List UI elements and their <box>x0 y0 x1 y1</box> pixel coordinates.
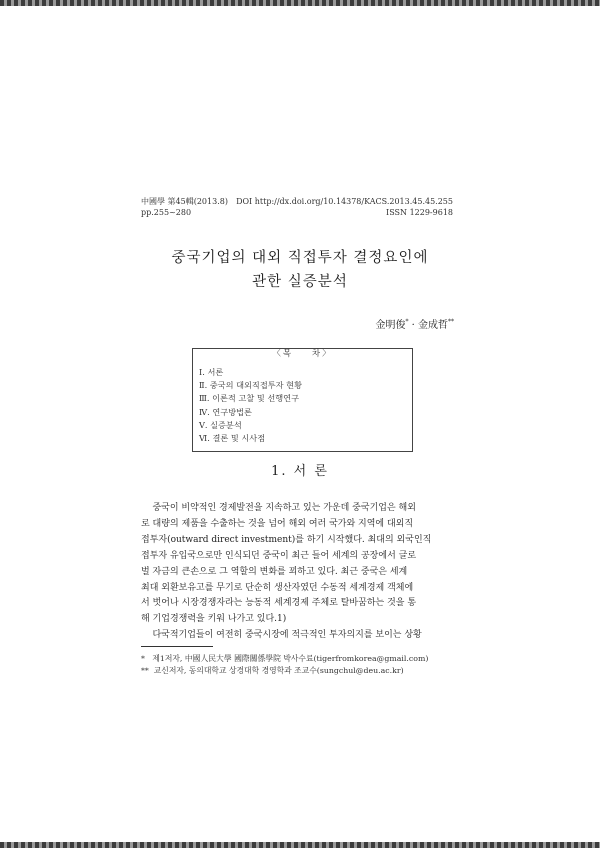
title-line-1: 중국기업의 대외 직접투자 결정요인에 <box>171 250 429 266</box>
body-line: 다국적기업들이 여전히 중국시장에 적극적인 투자의지를 보이는 상황 <box>141 630 422 641</box>
title-line-2: 관한 실증분석 <box>252 274 348 290</box>
paper-title <box>0 246 600 294</box>
body-line: 중국이 비약적인 경제발전을 지속하고 있는 가운데 중국기업은 해외 <box>141 503 416 513</box>
footnotes <box>141 653 428 677</box>
section-heading: 1. 서 론 <box>271 464 329 479</box>
body-line: 해 기업경쟁력을 키워 나가고 있다.1) <box>141 614 287 625</box>
issn: ISSN 1229-9618 <box>386 208 453 217</box>
body-line: 최대 외환보유고를 무기로 단순히 생산자였던 수동적 세계경제 객체에 <box>141 582 414 593</box>
page-top-edge <box>0 0 600 6</box>
footnote-2: ** 교신저자, 동의대학교 상경대학 경영학과 조교수(sungchul@deu.ac.kr) <box>141 666 404 675</box>
doi-meta <box>236 196 453 218</box>
author-2-mark: ** <box>448 318 454 326</box>
footnote-rule <box>141 646 213 647</box>
journal-name: 中國學 第45輯(2013.8) <box>141 197 228 206</box>
body-line: 로 대량의 제품을 수출하는 것을 넘어 해외 여러 국가와 지역에 대외직 <box>141 518 414 529</box>
author-separator: · <box>408 320 418 331</box>
journal-meta <box>141 196 228 218</box>
toc-title-wrap <box>193 341 412 360</box>
authors <box>375 316 454 331</box>
body-text <box>141 501 459 644</box>
page-range: pp.255~280 <box>141 208 192 217</box>
doi-link[interactable]: DOI http://dx.doi.org/10.14378/KACS.2013.45.45.255 <box>236 197 453 206</box>
toc-item[interactable]: Ⅳ. 연구방법론 <box>199 406 252 417</box>
author-1-mark: * <box>405 318 409 326</box>
toc-item[interactable]: Ⅴ. 실증분석 <box>199 419 242 430</box>
page-bottom-edge <box>0 842 600 848</box>
author-1: 金明俊 <box>375 320 406 331</box>
toc-list <box>199 366 302 445</box>
toc-item[interactable]: Ⅰ. 서론 <box>199 367 224 377</box>
body-line: 서 벗어나 시장경쟁자라는 능동적 세계경제 주체로 탈바꿈하는 것을 통 <box>141 598 417 609</box>
toc-item[interactable]: Ⅵ. 결론 및 시사점 <box>199 433 266 444</box>
toc-item[interactable]: Ⅱ. 중국의 대외직접투자 현황 <box>199 380 302 391</box>
body-line: 벌 자금의 큰손으로 그 역할의 변화를 꾀하고 있다. 최근 중국은 세계 <box>141 566 408 577</box>
author-2: 金成哲 <box>418 320 448 331</box>
body-line: 접투자 유입국으로만 인식되던 중국이 최근 들어 세계의 공장에서 글로 <box>141 550 417 561</box>
body-line: 접투자(outward direct investment)를 하기 시작했다. 최대의 외국인직 <box>141 534 432 545</box>
table-of-contents <box>192 348 413 452</box>
footnote-1: * 제1저자, 中國人民大學 國際關係學院 박사수료(tigerfromkorea@gmail.com) <box>141 654 429 663</box>
toc-title: 〈목 차〉 <box>266 349 338 359</box>
toc-item[interactable]: Ⅲ. 이론적 고찰 및 선행연구 <box>199 393 299 404</box>
